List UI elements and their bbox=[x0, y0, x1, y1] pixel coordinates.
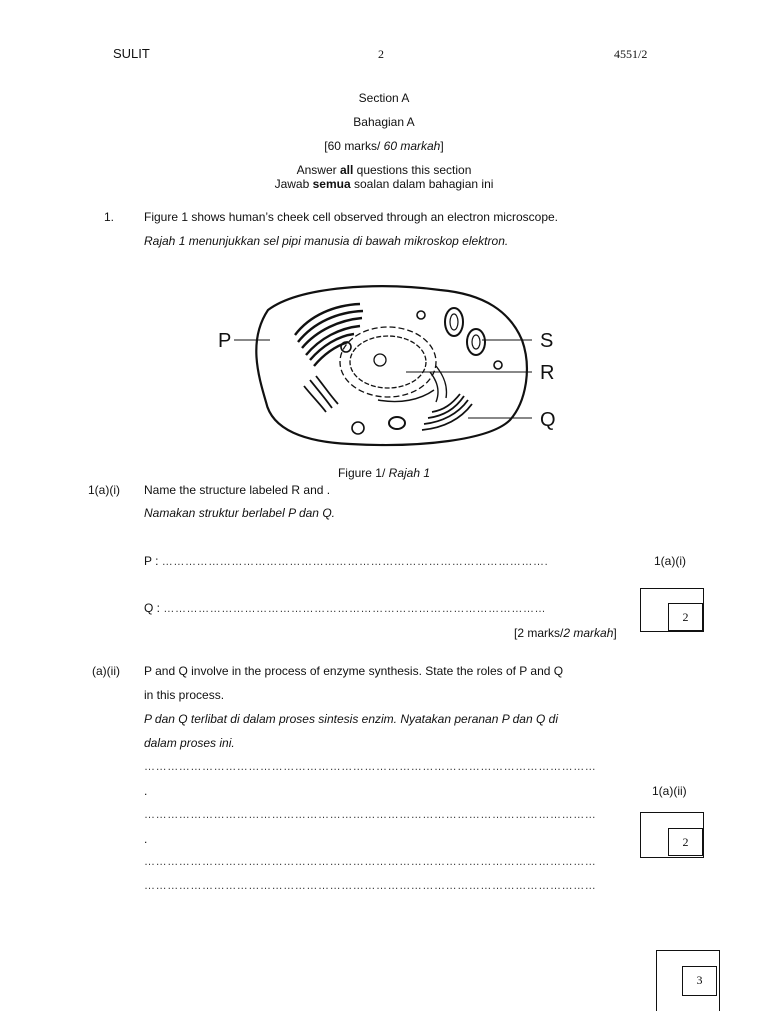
part-a-ii-text-en-2: in this process. bbox=[144, 688, 225, 702]
nuclear-envelope bbox=[340, 327, 436, 397]
answer-p-dots: ………………………………………………………………………………………. bbox=[161, 556, 549, 568]
section-title-en: Section A bbox=[358, 91, 410, 105]
answer-p-prefix: P : bbox=[144, 554, 162, 568]
mitochondrion-s bbox=[467, 329, 485, 355]
score-box-a-i-total: 2 bbox=[668, 603, 703, 631]
answer-line-p[interactable] bbox=[144, 554, 604, 568]
instr-ms-post: soalan dalam bahagian ini bbox=[350, 177, 494, 191]
mitochondrion-1 bbox=[445, 308, 463, 336]
part-a-i-text-en: Name the structure labeled R and . bbox=[144, 483, 331, 497]
part-a-i-text-ms: Namakan struktur berlabel P dan Q. bbox=[144, 506, 335, 520]
side-label-a-ii: 1(a)(ii) bbox=[652, 784, 687, 798]
answer-line-a-ii-6[interactable]: ……………………………………………………………………………………………………… bbox=[144, 880, 597, 892]
mitochondrion-s-crista bbox=[472, 335, 480, 349]
vesicle-3 bbox=[352, 422, 364, 434]
answer-line-a-ii-5[interactable]: ……………………………………………………………………………………………………… bbox=[144, 856, 597, 868]
answer-line-a-ii-1[interactable]: ……………………………………………………………………………………………………… bbox=[144, 761, 597, 773]
golgi-q bbox=[422, 394, 472, 430]
section-instruction-ms bbox=[184, 177, 584, 191]
figure-caption-ms: Rajah 1 bbox=[388, 466, 431, 480]
part-a-ii-text-en-1: P and Q involve in the process of enzyme synthesis. State the roles of P and Q bbox=[144, 664, 564, 678]
figure-label-r: R bbox=[540, 362, 555, 384]
section-marks-en: [60 marks/ bbox=[324, 139, 384, 153]
answer-q-prefix: Q : bbox=[144, 601, 164, 615]
section-marks-close: ] bbox=[440, 139, 444, 153]
answer-line-a-ii-3[interactable]: ……………………………………………………………………………………………………… bbox=[144, 809, 597, 821]
part-a-i-marks-ms: 2 markah bbox=[563, 626, 614, 640]
header-page-number: 2 bbox=[378, 47, 384, 61]
question-stem-ms: Rajah 1 menunjukkan sel pipi manusia di bawah mikroskop elektron. bbox=[144, 234, 509, 248]
header-sulit: SULIT bbox=[113, 46, 150, 61]
instr-en-post: questions this section bbox=[353, 163, 472, 177]
part-a-i-marks-en: [2 marks/ bbox=[514, 626, 564, 640]
figure-label-p: P bbox=[218, 330, 232, 352]
score-box-a-ii-total: 2 bbox=[668, 828, 703, 856]
total-score-value: 3 bbox=[682, 966, 717, 996]
part-a-ii-text-ms-2: dalam proses ini. bbox=[144, 736, 235, 750]
instr-ms-pre: Jawab bbox=[274, 177, 313, 191]
cheek-cell-figure bbox=[210, 280, 570, 460]
instr-ms-bold: semua bbox=[312, 177, 351, 191]
cell-membrane bbox=[256, 286, 527, 445]
answer-line-a-ii-4[interactable]: . bbox=[144, 832, 148, 846]
part-a-ii-label: (a)(ii) bbox=[92, 664, 120, 678]
section-instruction-en bbox=[184, 163, 584, 177]
vesicle-1 bbox=[417, 311, 425, 319]
answer-line-q[interactable] bbox=[144, 601, 604, 615]
nucleolus bbox=[374, 354, 386, 366]
endoplasmic-reticulum-left bbox=[304, 376, 338, 412]
figure-label-s: S bbox=[540, 330, 554, 352]
mitochondrion-1-crista bbox=[450, 314, 458, 330]
figure-caption-en: Figure 1/ bbox=[337, 466, 389, 480]
instr-en-pre: Answer bbox=[296, 163, 340, 177]
part-a-i-label: 1(a)(i) bbox=[88, 483, 120, 497]
side-label-a-i: 1(a)(i) bbox=[654, 554, 686, 568]
question-stem-en: Figure 1 shows human’s cheek cell observed through an electron microscope. bbox=[144, 210, 558, 224]
figure-caption bbox=[284, 466, 484, 480]
part-a-i-marks bbox=[514, 626, 617, 640]
label-lines bbox=[234, 340, 532, 418]
header-paper-code: 4551/2 bbox=[614, 47, 648, 61]
answer-q-dots: ……………………………………………………………………………………… bbox=[163, 603, 547, 615]
nucleus-inner bbox=[350, 336, 426, 388]
part-a-i-marks-close: ] bbox=[613, 626, 617, 640]
instr-en-bold: all bbox=[339, 163, 354, 177]
section-title-ms: Bahagian A bbox=[353, 115, 415, 129]
golgi-apparatus bbox=[295, 304, 363, 366]
section-marks-ms: 60 markah bbox=[383, 139, 441, 153]
figure-label-q: Q bbox=[540, 409, 556, 431]
mitochondrion-3 bbox=[389, 417, 405, 429]
answer-line-a-ii-2[interactable]: . bbox=[144, 784, 148, 798]
vesicle-4 bbox=[494, 361, 502, 369]
section-marks bbox=[234, 139, 534, 153]
part-a-ii-text-ms-1: P dan Q terlibat di dalam proses sintesis enzim. Nyatakan peranan P dan Q di bbox=[144, 712, 558, 726]
question-number: 1. bbox=[104, 210, 115, 224]
